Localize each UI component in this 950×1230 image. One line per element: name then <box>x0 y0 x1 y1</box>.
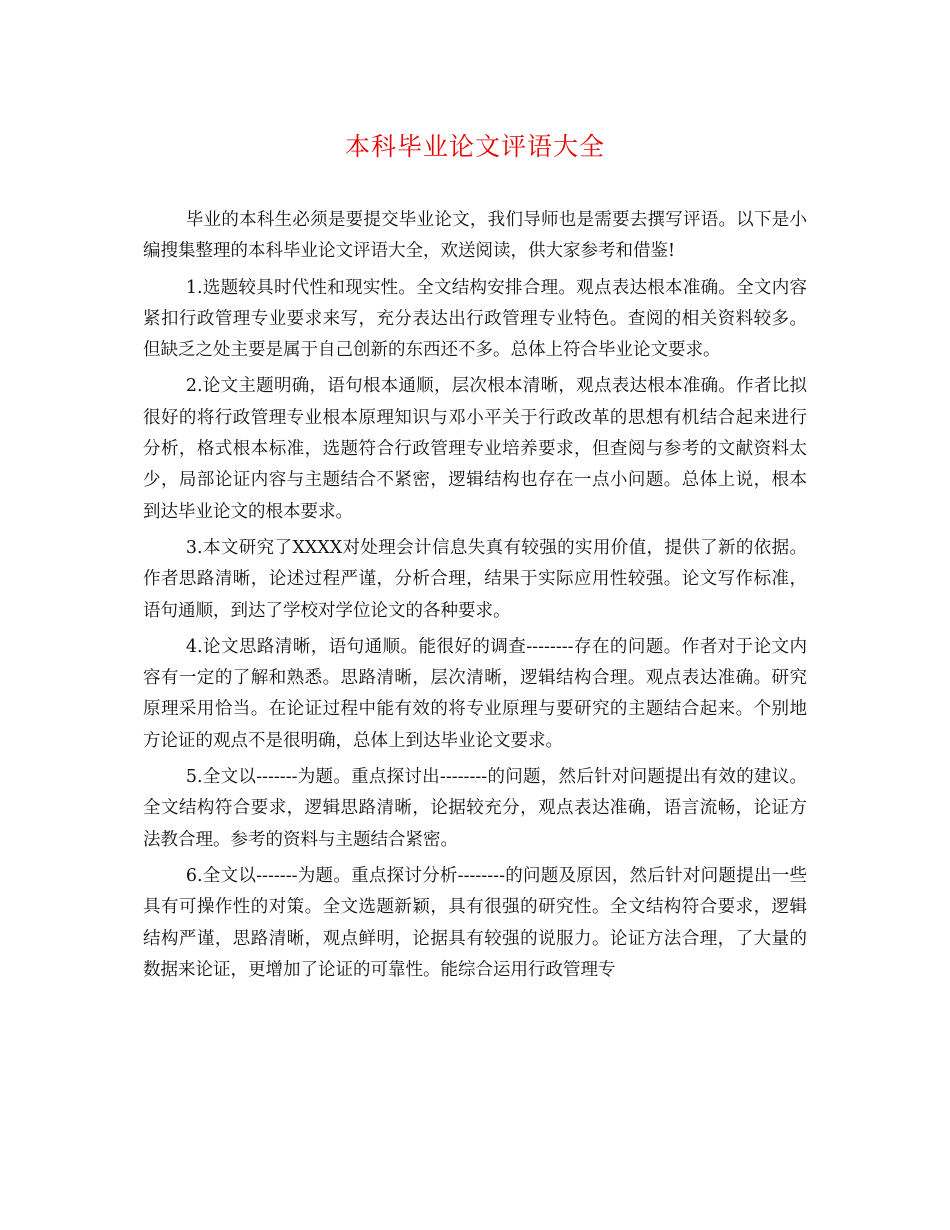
comment-paragraph-6: 6.全文以-------为题。重点探讨分析--------的问题及原因，然后针对问题提出一些具有可操作性的对策。全文选题新颖，具有很强的研究性。全文结构符合要求，逻辑结构严谨，思路清晰，观点鲜明，论据具有较强的说服力。论证方法合理，了大量的数据来论证，更增加了论证的可靠性。能综合运用行政管理专 <box>143 865 807 980</box>
comment-paragraph-4: 4.论文思路清晰，语句通顺。能很好的调查--------存在的问题。作者对于论文内容有一定的了解和熟悉。思路清晰，层次清晰，逻辑结构合理。观点表达准确。研究原理采用恰当。在论证过程中能有效的将专业原理与要研究的主题结合起来。个别地方论证的观点不是很明确，总体上到达毕业论文要求。 <box>143 636 807 751</box>
comment-paragraph-1: 1.选题较具时代性和现实性。全文结构安排合理。观点表达根本准确。全文内容紧扣行政管理专业要求来写，充分表达出行政管理专业特色。查阅的相关资料较多。但缺乏之处主要是属于自己创新的东西还不多。总体上符合毕业论文要求。 <box>143 277 807 361</box>
intro-paragraph: 毕业的本科生必须是要提交毕业论文，我们导师也是需要去撰写评语。以下是小编搜集整理的本科毕业论文评语大全，欢送阅读，供大家参考和借鉴! <box>143 210 807 262</box>
comment-paragraph-2: 2.论文主题明确，语句根本通顺，层次根本清晰，观点表达根本准确。作者比拟很好的将行政管理专业根本原理知识与邓小平关于行政改革的思想有机结合起来进行分析，格式根本标准，选题符合行政管理专业培养要求，但查阅与参考的文献资料太少，局部论证内容与主题结合不紧密，逻辑结构也存在一点小问题。总体上说，根本到达毕业论文的根本要求。 <box>143 376 807 522</box>
comment-paragraph-3: 3.本文研究了XXXX对处理会计信息失真有较强的实用价值，提供了新的依据。作者思路清晰，论述过程严谨，分析合理，结果于实际应用性较强。论文写作标准，语句通顺，到达了学校对学位论文的各种要求。 <box>143 537 807 621</box>
document-body <box>143 205 807 991</box>
document-title: 本科毕业论文评语大全 <box>344 132 605 161</box>
comment-paragraph-5: 5.全文以-------为题。重点探讨出--------的问题，然后针对问题提出有效的建议。全文结构符合要求，逻辑思路清晰，论据较充分，观点表达准确，语言流畅，论证方法教合理。参考的资料与主题结合紧密。 <box>143 767 807 850</box>
